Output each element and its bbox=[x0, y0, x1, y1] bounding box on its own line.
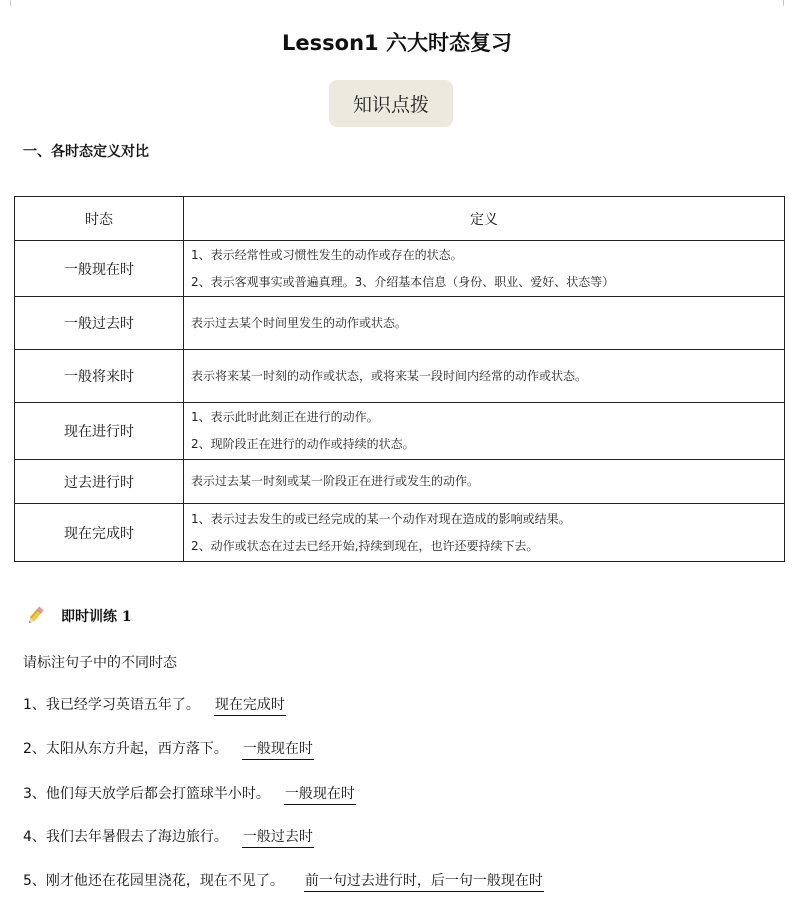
definition-cell bbox=[184, 297, 785, 350]
section-heading: 一、各时态定义对比 bbox=[23, 144, 149, 160]
header-tense: 时态 bbox=[15, 197, 184, 241]
definition-cell bbox=[184, 460, 785, 504]
definition-cell bbox=[184, 350, 785, 403]
exercise-item bbox=[23, 870, 544, 892]
tense-cell: 一般现在时 bbox=[15, 241, 184, 297]
practice-heading bbox=[23, 602, 132, 630]
page-title: Lesson1 六大时态复习 bbox=[282, 31, 512, 55]
table-row bbox=[15, 504, 785, 562]
definition-line: 1、表示此时此刻正在进行的动作。 bbox=[191, 410, 379, 424]
table-row bbox=[15, 350, 785, 403]
exercise-answer: 现在完成时 bbox=[214, 696, 286, 716]
tense-cell: 现在进行时 bbox=[15, 403, 184, 460]
tense-cell: 一般过去时 bbox=[15, 297, 184, 350]
exercise-item bbox=[23, 694, 286, 716]
exercise-item bbox=[23, 826, 314, 848]
definition-line: 表示过去某一时刻或某一阶段正在进行或发生的动作。 bbox=[191, 474, 480, 488]
table-row bbox=[15, 403, 785, 460]
exercise-answer: 前一句过去进行时，后一句一般现在时 bbox=[304, 872, 544, 892]
definition-cell bbox=[184, 241, 785, 297]
tense-cell: 一般将来时 bbox=[15, 350, 184, 403]
page-corner-mark-left bbox=[0, 0, 11, 6]
definition-line: 表示将来某一时刻的动作或状态，或将来某一段时间内经常的动作或状态。 bbox=[191, 368, 588, 383]
table-row bbox=[15, 241, 785, 297]
table-row bbox=[15, 297, 785, 350]
tense-cell: 现在完成时 bbox=[15, 504, 184, 562]
header-definition: 定义 bbox=[184, 197, 785, 241]
exercise-answer: 一般过去时 bbox=[242, 828, 314, 848]
definition-line: 2、动作或状态在过去已经开始,持续到现在，也许还要持续下去。 bbox=[191, 538, 539, 553]
exercise-answer: 一般现在时 bbox=[284, 785, 356, 805]
exercise-sentence: 2、太阳从东方升起，西方落下。 bbox=[23, 741, 228, 757]
definition-line: 2、表示客观事实或普遍真理。3、介绍基本信息（身份、职业、爱好、状态等） bbox=[191, 274, 615, 289]
exercise-item bbox=[23, 783, 356, 805]
definition-line: 1、表示过去发生的或已经完成的某一个动作对现在造成的影响或结果。 bbox=[191, 511, 571, 526]
exercise-answer: 一般现在时 bbox=[242, 740, 314, 760]
exercise-item bbox=[23, 738, 314, 760]
tense-definition-table bbox=[14, 196, 785, 562]
exercise-sentence: 1、我已经学习英语五年了。 bbox=[23, 697, 200, 713]
definition-cell bbox=[184, 403, 785, 460]
knowledge-badge: 知识点拨 bbox=[329, 80, 453, 127]
definition-line: 2、现阶段正在进行的动作或持续的状态。 bbox=[191, 437, 415, 451]
tense-cell: 过去进行时 bbox=[15, 460, 184, 504]
exercise-sentence: 3、他们每天放学后都会打篮球半小时。 bbox=[23, 786, 270, 802]
table-row bbox=[15, 460, 785, 504]
page-corner-mark-right bbox=[783, 0, 794, 6]
practice-label: 即时训练 1 bbox=[61, 609, 132, 625]
exercise-sentence: 4、我们去年暑假去了海边旅行。 bbox=[23, 829, 228, 845]
pencil-icon bbox=[23, 604, 47, 628]
practice-instruction: 请标注句子中的不同时态 bbox=[23, 655, 177, 671]
table-header-row bbox=[15, 197, 785, 241]
definition-line: 1、表示经常性或习惯性发生的动作或存在的状态。 bbox=[191, 247, 463, 262]
definition-cell bbox=[184, 504, 785, 562]
definition-line: 表示过去某个时间里发生的动作或状态。 bbox=[191, 315, 408, 330]
exercise-sentence: 5、刚才他还在花园里浇花，现在不见了。 bbox=[23, 873, 284, 889]
